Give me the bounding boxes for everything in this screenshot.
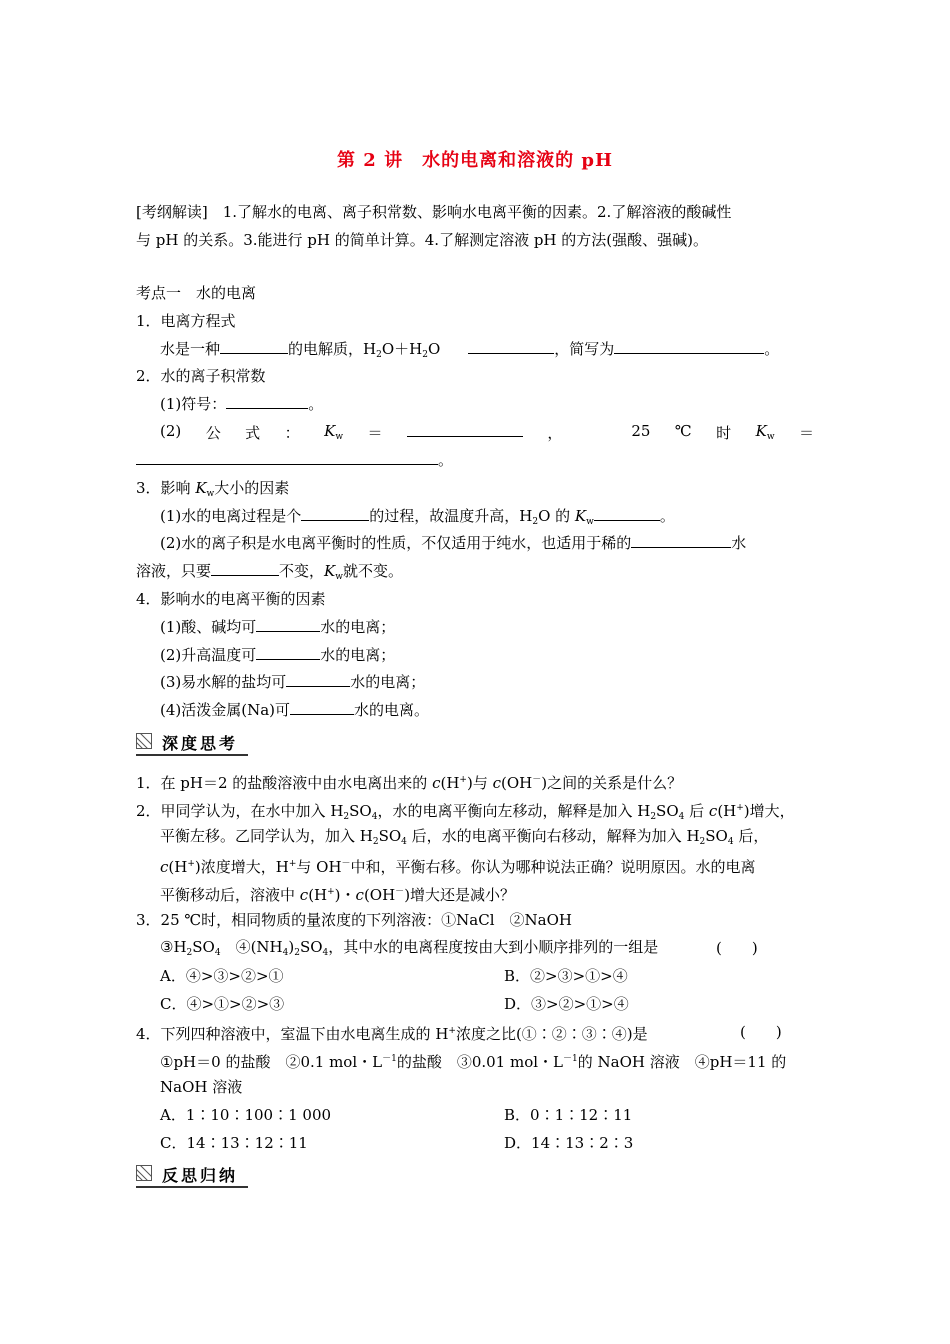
badge-label: 深度思考 [162,734,239,753]
blank[interactable] [614,339,764,354]
hatch-icon [136,733,152,749]
q3-1: (1)水的电离过程是个 的过程，故温度升高，$H_2O$ 的 $K_w$ 。 [160,507,675,527]
blank[interactable] [256,645,320,660]
blank[interactable] [226,394,308,409]
q2-heading: 2．水的离子积常数 [136,367,266,385]
q2-1: (1)符号： 。 [160,395,324,413]
think-q2-line2: 平衡左移。乙同学认为，加入 $H_2SO_4$ 后，水的电离平衡向右移动，解释为加入 $H_2SO_4$ 后， [160,827,769,847]
think-q4-line2: ①pH＝0 的盐酸 ②0.1 mol・$L^{-1}$的盐酸 ③0.01 mol・$L^{-1}$的 NaOH 溶液 ④pH＝11 的 [160,1053,787,1071]
q4-1: (1)酸、碱均可 水的电离； [160,618,396,636]
hatch-icon [136,1165,152,1181]
divider [136,1186,248,1188]
q4-2: (2)升高温度可 水的电离； [160,646,396,664]
badge-deep-thinking [136,730,248,756]
q4-heading: 4．影响水的电离平衡的因素 [136,590,326,608]
option-b[interactable]: B．0∶1∶12∶11 [504,1106,633,1124]
think-q4-line1: 4．下列四种溶液中，室温下由水电离生成的 H+浓度之比(①∶②∶③∶④)是 [136,1025,648,1043]
q3-2: (2)水的离子积是水电离平衡时的性质，不仅适用于纯水，也适用于稀的 水 [160,534,747,552]
q1-line: 水是一种 的电解质，$H_2O+H_2O$ ，简写为 。 [160,340,780,360]
think-q2-line3: c(H+)浓度增大，H+与 OH－中和，平衡右移。你认为哪种说法正确？说明原因。水的电离 [160,858,756,876]
q2-2-cont: 。 [136,450,453,470]
option-d[interactable]: D．14∶13∶2∶3 [504,1134,634,1152]
answer-paren: ( ) [740,1023,782,1041]
q1-heading: 1．电离方程式 [136,312,236,330]
blank[interactable] [301,506,369,521]
q3-heading: 3．影响 $K_w$大小的因素 [136,479,290,499]
think-q3-line1: 3．25 ℃时，相同物质的量浓度的下列溶液：①NaCl ②NaOH [136,911,572,929]
think-q2-line4: 平衡移动后，溶液中 c(H+)・c(OH－)增大还是减小？ [160,886,516,904]
blank[interactable] [407,422,523,437]
page-title: 第 2 讲 水的电离和溶液的 pH [337,150,613,171]
q4-4: (4)活泼金属(Na)可 水的电离。 [160,701,430,719]
blank[interactable] [220,339,288,354]
think-q1: 1．在 pH＝2 的盐酸溶液中由水电离出来的 c(H+)与 c(OH－)之间的关系是什么？ [136,774,683,792]
blank[interactable] [256,617,320,632]
q2-2: (2) 公 式 ： $K_w$ ＝ ， 25 ℃ 时 $K_w$ ＝ [160,422,814,442]
badge-reflection [136,1162,248,1188]
q3-2-cont: 溶液，只要 不变，$K_w$就不变。 [136,562,403,582]
section-heading: 考点一 水的电离 [136,284,257,302]
q4-3: (3)易水解的盐均可 水的电离； [160,673,426,691]
blank[interactable] [211,561,279,576]
answer-paren: ( ) [716,939,758,957]
think-q4-line3: NaOH 溶液 [160,1078,243,1096]
think-q2-line1: 2．甲同学认为，在水中加入 $H_2SO_4$，水的电离平衡向左移动，解释是加入 $H_2SO_4$ 后 c(H+)增大， [136,802,795,822]
option-a[interactable]: A．④>③>②>① [160,967,284,985]
blank[interactable] [290,700,354,715]
blank[interactable] [594,506,660,521]
badge-label: 反思归纳 [162,1166,239,1185]
option-a[interactable]: A．1∶10∶100∶1 000 [160,1106,332,1124]
option-b[interactable]: B．②>③>①>④ [504,967,628,985]
syllabus-line-1: [考纲解读] 1.了解水的电离、离子积常数、影响水电离平衡的因素。2.了解溶液的酸碱性 [136,203,732,221]
blank[interactable] [286,672,350,687]
blank[interactable] [468,339,554,354]
divider [136,754,248,756]
option-d[interactable]: D．③>②>①>④ [504,995,629,1013]
blank[interactable] [136,450,438,465]
option-c[interactable]: C．14∶13∶12∶11 [160,1134,308,1152]
think-q3-line2: $③H_2SO_4$ $④(NH_4)_2SO_4$，其中水的电离程度按由大到小顺序排列的一组是 [160,938,659,958]
blank[interactable] [631,533,731,548]
option-c[interactable]: C．④>①>②>③ [160,995,285,1013]
syllabus-line-2: 与 pH 的关系。3.能进行 pH 的简单计算。4.了解测定溶液 pH 的方法(强酸、强碱)。 [136,231,708,249]
